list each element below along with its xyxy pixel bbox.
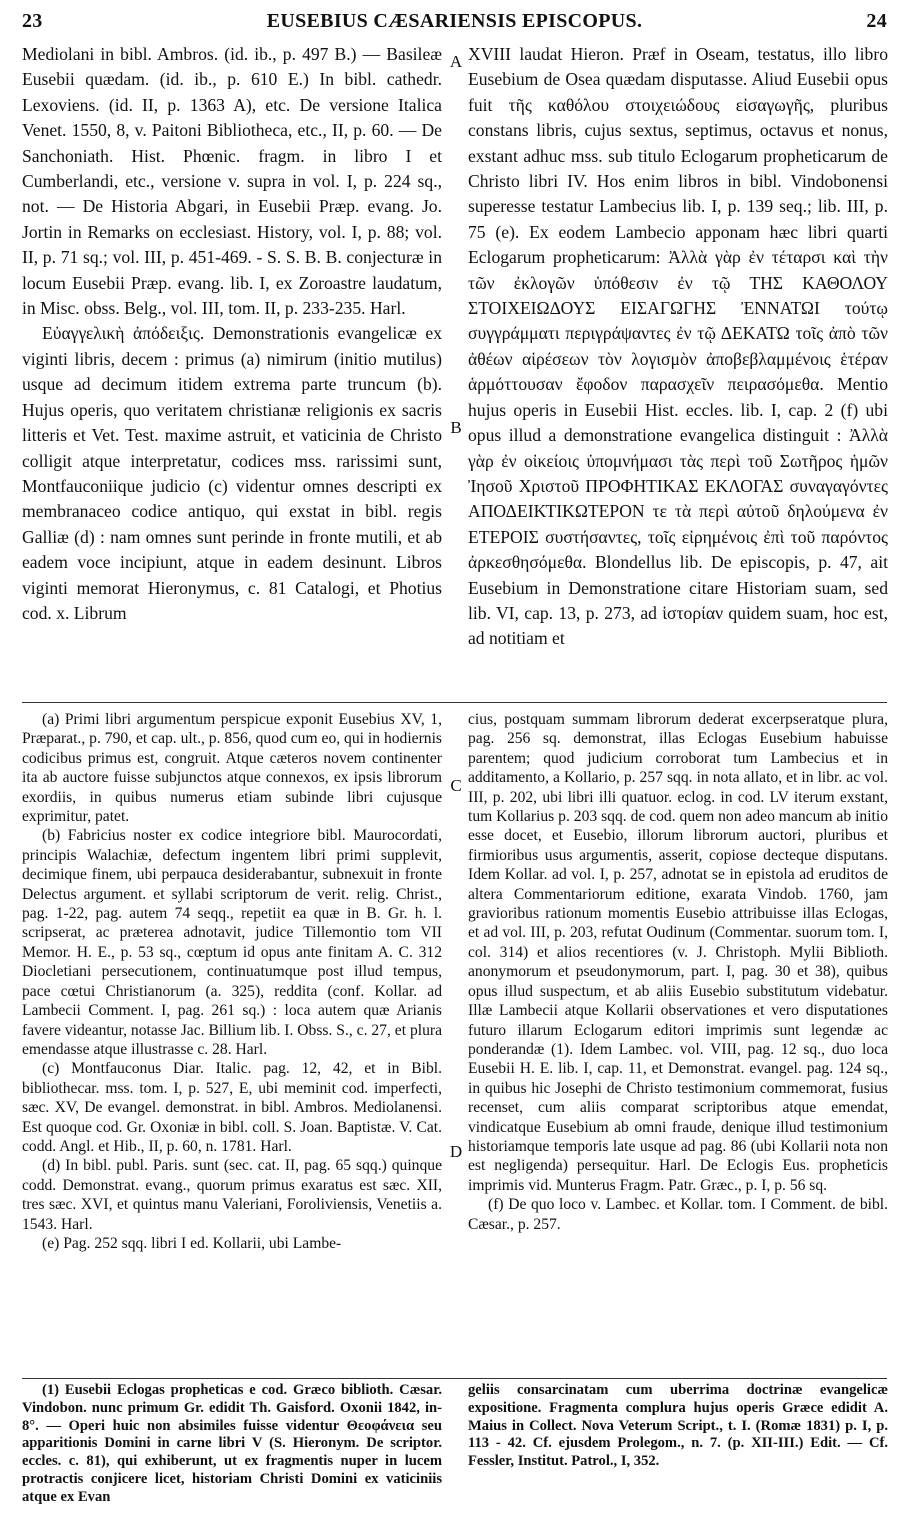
page-header [22, 10, 887, 40]
main-text-right-column [468, 42, 888, 652]
running-title: EUSEBIUS CÆSARIENSIS EPISCOPUS. [266, 10, 643, 32]
page-number-left: 23 [22, 10, 43, 32]
margin-letter-c: C [450, 776, 462, 795]
main-left-paragraph-1: Mediolani in bibl. Ambros. (id. ib., p. 497 B.) — Basileæ Eusebii quædam. (id. ib., p. 610 E.) In bibl. cathedr. Lexoviens. (id. II, p. 1363 A), etc. De versione Italica Venet. 1550, 8, v. Paitoni Bibliotheca, etc., II, p. 60. — De Sanchoniath. Hist. Phœnic. fragm. in libro I et Cumberlandi, etc., versione v. supra in vol. I, p. 224 sq., not. — De Historia Abgari, in Eusebii Præp. evang. Jo. Jortin in Remarks on ecclesiast. History, vol. I, p. 88; vol. II, p. 71 sq.; vol. III, p. 451-469. - S. S. B. B. conjecturæ in locum Eusebii Præp. evang. lib. I, ex Zoroastre laudatum, in Misc. obss. Belg., vol. III, tom. II, p. 233-235. Harl. [22, 44, 442, 319]
notes-right-column [468, 710, 888, 1234]
main-left-paragraph-2: Εὐαγγελικὴ ἀπόδειξις. Demonstrationis evangelicæ ex viginti libris, decem : primus (a) nimirum (initio mutilus) usque ad decimum itidem extrema parte truncum (b). Hujus operis, quo veritatem christianæ religionis ex sacris litteris et Vet. Test. maxime astruit, et vaticinia de Christo colligit atque interpretatur, codices mss. rarissimi sunt, Montfauconiique judicio (c) videntur omnes descripti ex membranaceo codice antiquo, qui exstat in bibl. regis Galliæ (d) : nam omnes sunt perinde in fronte mutili, et ab eadem voce incipiunt, atque in eadem desinunt. Libros viginti memorat Hieronymus, c. 81 Catalogi, et Photius cod. x. Librum [22, 323, 442, 623]
main-text-left-column [22, 42, 442, 626]
footnote-right-column [468, 1382, 888, 1471]
footnote-1: (1) Eusebii Eclogas propheticas e cod. Græco biblioth. Cæsar. Vindobon. nunc primum Gr. edidit Th. Gaisford. Oxonii 1842, in-8°. — Operi huic non absimiles fuisse videntur Θεοφάνεια seu apparitionis Domini in carne libri V (S. Hieronym. De scriptor. eccles. c. 81), qui exhiberunt, ut ex fragmentis nuper in lucem protractis conjicere licet, historiam Christi Domini ex vaticiniis atque ex Evan [22, 1382, 442, 1505]
note-e-continued: cius, postquam summam librorum dederat excerpseratque plura, pag. 256 sq. demonstrat, illas Eclogas Eusebium habuisse parentem; quod judicium corroborat tum Lambecius et in additamento, a Kollario, p. 257 sqq. in nota allato, et in libr. ac vol. III, p. 202, ubi libri illi quatuor. eclog. in cod. LV iterum exstant, tum Kollarius p. 203 sqq. de cod. quem non adeo mancum ab initio esse docet, et Eusebio, illorum librorum auctori, pluribus et firmioribus usus argumentis, asserit, copiose decteque disputans. Idem Kollar. ad vol. I, p. 257, adnotat se in epistola ad eruditos de altera Commentariorum editione, exarata Vindob. 1760, jam gravioribus rationum momentis Eusebio attribuisse illas Eclogas, et ad vol. III, p. 203, refutat Oudinum (Commentar. suorum tom. I, col. 314) et alios recentiores (v. J. Christoph. Mylii Biblioth. anonymorum et pseudonymorum, part. I, pag. 30 et 38), quibus opus illud suspectum, et ab aliis Eusebio substitutum videbatur. Illæ Lambecii atque Kollarii observationes et vero disputationes futuro illarum Eclogarum editori imprimis sunt legendæ ac ponderandæ (1). Idem Lambec. vol. VIII, pag. 12 sq., duo loca Eusebii H. E. lib. I, cap. 11, et Demonstrat. evangel. pag. 124 sq., in quibus hic Josephi de Christo testimonium commemorat, fusius recenset, cum aliis comparat scriptoribus atque emendat, vindicatque Eusebium ab omni fraude, denique illud testimonium historiamque temporis late usque ad pag. 86 (ubi Kollarii nota non est negligenda) persequitur. Harl. De Eclogis Eus. propheticis imprimis vid. Munterus Fragm. Patr. Græc., p. I, p. 56 sq. [468, 711, 888, 1194]
notes-divider [22, 702, 887, 703]
note-c: (c) Montfauconus Diar. Italic. pag. 12, 42, et in Bibl. bibliothecar. mss. tom. I, p. 527, E, ubi meminit cod. imperfecti, sæc. XV, De evangel. demonstrat. in bibl. Ambros. Mediolanensi. Est quoque cod. Gr. Oxoniæ in bibl. coll. S. Joan. Baptistæ. V. Cat. codd. Angl. et Hib., II, p. 60, n. 1781. Harl. [22, 1060, 442, 1155]
margin-letter-b: B [450, 418, 462, 437]
main-right-paragraph-1: XVIII laudat Hieron. Præf in Oseam, testatus, illo libro Eusebium de Osea quædam disputasse. Aliud Eusebii opus fuit τῆς καθόλου στοιχειώδους εἰσαγωγῆς, pluribus constans libris, cujus sextus, septimus, octavus et nonus, exstant adhuc mss. sub titulo Eclogarum propheticarum de Christo libri IV. Hos enim libros in bibl. Vindobonensi superesse testatur Lambecius lib. I, p. 139 seq.; lib. III, p. 75 (e). Ex eodem Lambecio apponam hæc libri quarti Eclogarum propheticarum: Ἀλλὰ γὰρ ἐν τέταρσι καὶ τὴν τῶν ἐκλογῶν ὑπόθεσιν ἐν τῷ ΤΗΣ ΚΑΘΟΛΟΥ ΣΤΟΙΧΕΙΩΔΟΥΣ ΕΙΣΑΓΩΓΗΣ ἘΝΝΑΤΩΙ τούτῳ συγγράμματι περιγράψαντες ἐν τῷ ΔΕΚΑΤΩ τοῖς ἀπὸ τῶν ἀθέων αἱρέσεων τὸν λογισμὸν ἀποβεβλαμμένοις ἑτέραν ἁρμόττουσαν ἔφοδον παρασχεῖν πειρασόμεθα. Mentio hujus operis in Eusebii Hist. eccles. lib. I, cap. 2 (f) ubi opus illud a demonstratione evangelica distinguit : Ἀλλὰ γὰρ ἐν οἰκείοις ὑπομνήμασι τὰς περὶ τοῦ Σωτῆρος ἡμῶν Ἰησοῦ Χριστοῦ ΠΡΟΦΗΤΙΚΑΣ ΕΚΛΟΓΑΣ συναγαγόντες ΑΠΟΔΕΙΚΤΙΚΩΤΕΡΟΝ τε τὰ περὶ αὐτοῦ δηλούμενα ἐν ΕΤΕΡΟΙΣ συστήσαντες, τοῖς εἰρημένοις ἐπὶ τοῦ παρόντος ἀρκεσθησόμεθα. Blondellus lib. De episcopis, p. 47, ait Eusebium in Demonstratione citare Historiam suam, sed lib. VI, cap. 13, p. 273, ad ἱστορίαν quidem suam, hoc est, ad notitiam et [468, 44, 888, 649]
note-f: (f) De quo loco v. Lambec. et Kollar. tom. I Comment. de bibl. Cæsar., p. 257. [468, 1196, 888, 1233]
margin-letter-d: D [449, 1142, 463, 1161]
footnote-left-column [22, 1382, 442, 1507]
margin-letter-a: A [449, 52, 463, 71]
page-number-right: 24 [866, 10, 887, 32]
note-a: (a) Primi libri argumentum perspicue exponit Eusebius XV, 1, Præparat., p. 790, et cap. ult., p. 856, quod cum eo, qui in hodiernis codicibus primus est, congruit. Atque cæteros novem continenter ita ab auctore fuisse subjunctos atque connexos, ex ipsis librorum exordiis, in quibus numerus etiam subinde libri cujusque exprimitur, patet. [22, 711, 442, 826]
note-b: (b) Fabricius noster ex codice integriore bibl. Maurocordati, principis Walachiæ, defectum ingentem libri primi supplevit, decimique finem, ubi perpauca desiderabantur, subnexuit in fronte Delectus argument. et syllabi scriptorum de verit. relig. Christ., pag. 1-22, pag. autem 74 seqq., repetiit ea quæ in B. Gr. h. l. scripserat, ac præterea adnotavit, judice Tillemontio tom VII Memor. H. E., p. 53 sq., cœptum id opus ante finitam A. C. 312 Diocletiani persecutionem, continuatumque post illud tempus, pace cœtui Christianorum (a. 325), reddita (conf. Kollar. ad Lambecii Comment. I, pag. 261 sq.) : loca autem quæ Arianis favere videantur, notasse Jac. Billium lib. I. Obss. S., c. 27, et plura emendasse atque illustrasse c. 28. Harl. [22, 827, 442, 1058]
note-e: (e) Pag. 252 sqq. libri I ed. Kollarii, ubi Lambe- [42, 1234, 342, 1252]
footnote-divider [22, 1378, 887, 1379]
notes-left-column [22, 710, 442, 1253]
footnote-1-continued: geliis consarcinatam cum uberrima doctrinæ evangelicæ expositione. Fragmenta complura hujus operis Græce edidit A. Maius in Collect. Nova Veterum Script., t. I. (Romæ 1831) p. I, p. 113 - 42. Cf. ejusdem Prolegom., n. 7. (p. XII-III.) Edit. — Cf. Fessler, Institut. Patrol., I, 352. [468, 1382, 888, 1470]
note-d: (d) In bibl. publ. Paris. sunt (sec. cat. II, pag. 65 sqq.) quinque codd. Demonstrat. evang., quorum primus exaratus est sæc. XII, tres sæc. XVI, et quintus manu Valeriani, Foroliviensis, Venetiis a. 1543. Harl. [22, 1157, 442, 1233]
